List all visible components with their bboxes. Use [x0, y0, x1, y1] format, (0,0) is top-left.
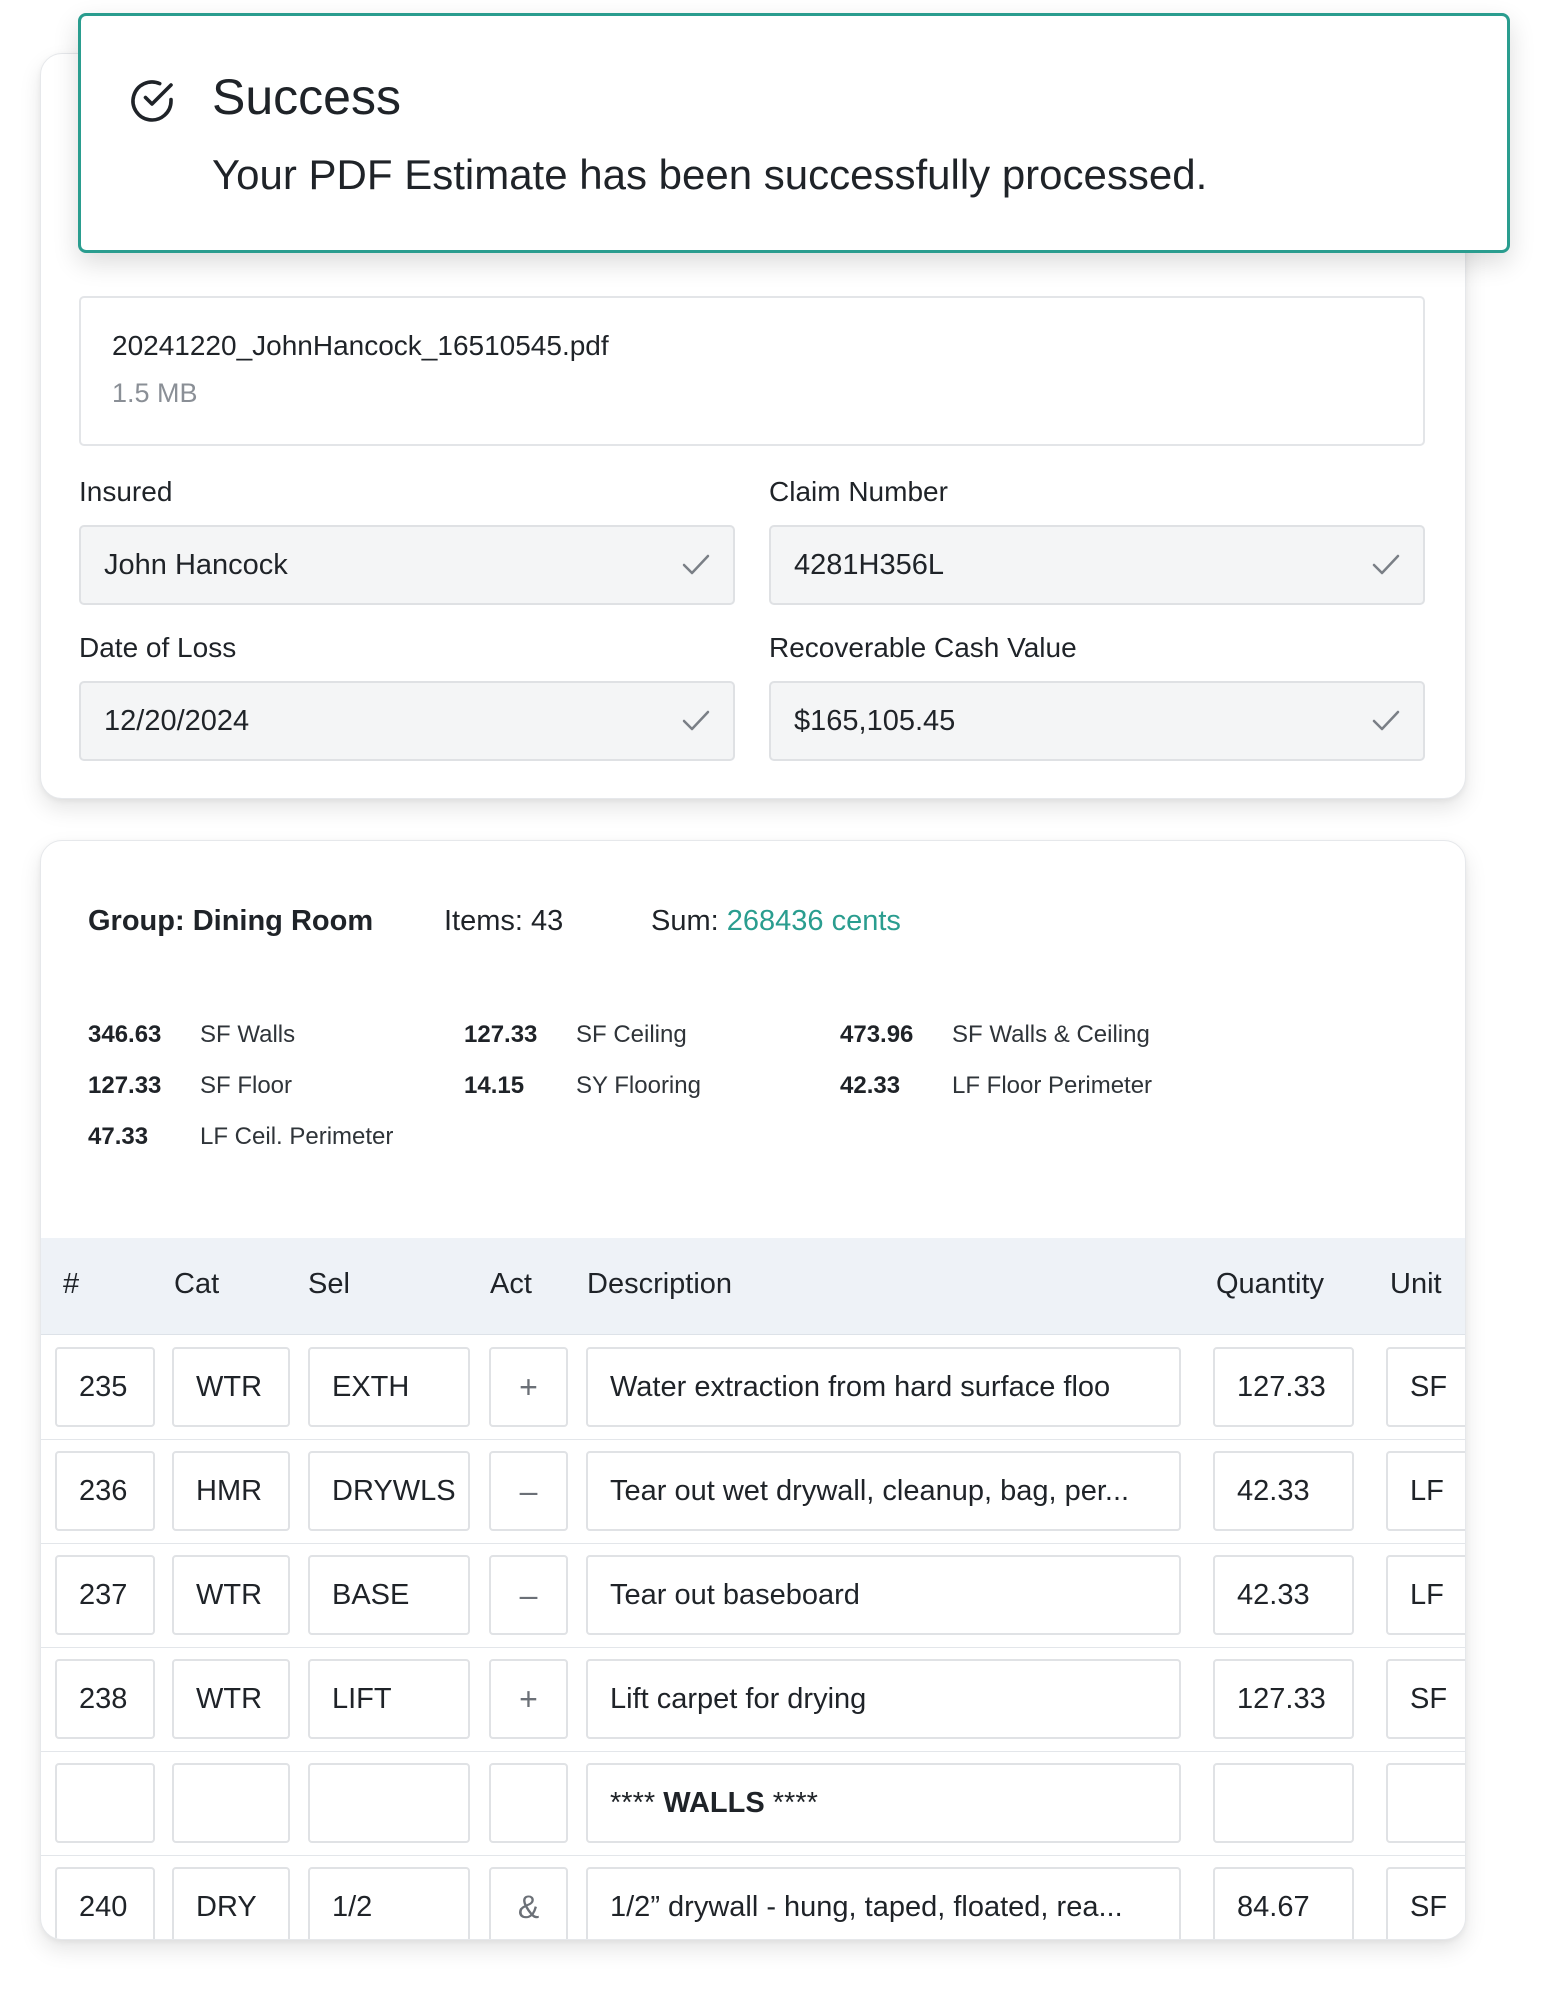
category-value: WTR	[196, 1579, 263, 1611]
action-select[interactable]	[489, 1451, 568, 1531]
success-toast	[78, 13, 1510, 253]
line-number-input[interactable]	[55, 1555, 155, 1635]
column-header-quantity[interactable]: Quantity	[1216, 1268, 1324, 1300]
file-name: 20241220_JohnHancock_16510545.pdf	[112, 330, 609, 361]
quantity-input[interactable]	[1213, 1347, 1354, 1427]
description-input[interactable]	[586, 1867, 1181, 1940]
quantity-input[interactable]	[1213, 1867, 1354, 1940]
metric-value: 47.33	[88, 1123, 149, 1150]
line-number-input[interactable]	[55, 1347, 155, 1427]
file-box[interactable]	[79, 296, 1425, 446]
category-input[interactable]	[172, 1347, 290, 1427]
column-header-act[interactable]: Act	[490, 1268, 532, 1300]
table-row-section-header	[41, 1751, 1465, 1856]
action-select[interactable]	[489, 1763, 568, 1843]
table-row	[41, 1647, 1465, 1752]
description-input[interactable]	[586, 1763, 1181, 1843]
selector-input[interactable]	[308, 1867, 470, 1940]
metric-value: 346.63	[88, 1021, 162, 1048]
insured-field[interactable]	[79, 525, 735, 605]
description-input[interactable]	[586, 1451, 1181, 1531]
column-header-cat[interactable]: Cat	[174, 1268, 220, 1300]
description-value: Water extraction from hard surface floo	[610, 1371, 1111, 1403]
quantity-input[interactable]	[1213, 1659, 1354, 1739]
table-row	[41, 1855, 1465, 1940]
section-marker: ****	[764, 1787, 818, 1819]
date-of-loss-field[interactable]	[79, 681, 735, 761]
selector-value: 1/2	[332, 1891, 373, 1923]
line-number: 238	[79, 1683, 128, 1715]
rcv-label: Recoverable Cash Value	[769, 632, 1077, 663]
rcv-value: $165,105.45	[794, 705, 956, 737]
selector-value: LIFT	[332, 1683, 392, 1715]
selector-value: DRYWLS	[332, 1475, 456, 1507]
unit-input[interactable]	[1386, 1659, 1466, 1739]
selector-input[interactable]	[308, 1659, 470, 1739]
unit-input[interactable]	[1386, 1347, 1466, 1427]
metric-label: SF Walls & Ceiling	[952, 1021, 1150, 1048]
table-row	[41, 1439, 1465, 1544]
description-input[interactable]	[586, 1659, 1181, 1739]
check-icon	[1371, 552, 1401, 578]
group-sum	[651, 905, 901, 938]
selector-input[interactable]	[308, 1763, 470, 1843]
sum-label: Sum:	[651, 905, 719, 937]
selector-value: BASE	[332, 1579, 410, 1611]
unit-input[interactable]	[1386, 1555, 1466, 1635]
claim-number-label: Claim Number	[769, 476, 948, 507]
unit-input[interactable]	[1386, 1867, 1466, 1940]
insured-value: John Hancock	[104, 549, 288, 581]
file-size: 1.5 MB	[112, 378, 198, 408]
group-title: Group: Dining Room	[88, 905, 374, 937]
check-icon	[681, 552, 711, 578]
category-value: HMR	[196, 1475, 263, 1507]
unit-value: SF	[1410, 1891, 1448, 1923]
unit-value: SF	[1410, 1371, 1448, 1403]
quantity-value: 42.33	[1237, 1579, 1310, 1611]
column-header-unit[interactable]: Unit	[1390, 1268, 1442, 1300]
category-input[interactable]	[172, 1659, 290, 1739]
quantity-value: 127.33	[1237, 1683, 1326, 1715]
claim-number-value: 4281H356L	[794, 549, 944, 581]
description-value: Lift carpet for drying	[610, 1683, 867, 1715]
claim-number-field[interactable]	[769, 525, 1425, 605]
description-value: Tear out wet drywall, cleanup, bag, per...	[610, 1475, 1130, 1507]
line-number-input[interactable]	[55, 1867, 155, 1940]
date-of-loss-label: Date of Loss	[79, 632, 237, 663]
category-value: WTR	[196, 1683, 263, 1715]
metric-label: SF Ceiling	[576, 1021, 687, 1048]
metric-label: LF Floor Perimeter	[952, 1072, 1153, 1099]
quantity-input[interactable]	[1213, 1451, 1354, 1531]
quantity-input[interactable]	[1213, 1555, 1354, 1635]
action-symbol: &	[517, 1889, 540, 1925]
action-select[interactable]	[489, 1555, 568, 1635]
description-input[interactable]	[586, 1347, 1181, 1427]
unit-value: LF	[1410, 1475, 1444, 1507]
line-number-input[interactable]	[55, 1659, 155, 1739]
quantity-value: 127.33	[1237, 1371, 1326, 1403]
selector-input[interactable]	[308, 1555, 470, 1635]
line-number: 235	[79, 1371, 128, 1403]
action-symbol: –	[519, 1473, 538, 1509]
metric-value: 14.15	[464, 1072, 525, 1099]
table-header	[41, 1238, 1465, 1335]
toast-message: Your PDF Estimate has been successfully processed.	[212, 151, 1208, 198]
date-of-loss-value: 12/20/2024	[104, 705, 250, 737]
action-select[interactable]	[489, 1347, 568, 1427]
description-value: Tear out baseboard	[610, 1579, 860, 1611]
check-circle-icon	[127, 76, 177, 126]
toast-title: Success	[212, 69, 401, 125]
line-number-input[interactable]	[55, 1451, 155, 1531]
table-row	[41, 1543, 1465, 1648]
selector-value: EXTH	[332, 1371, 410, 1403]
estimate-card	[40, 840, 1466, 1940]
section-title: WALLS	[663, 1787, 765, 1819]
category-value: DRY	[196, 1891, 257, 1923]
category-value: WTR	[196, 1371, 263, 1403]
table-row	[41, 1335, 1465, 1440]
insured-label: Insured	[79, 476, 173, 507]
category-input[interactable]	[172, 1867, 290, 1940]
quantity-value: 84.67	[1237, 1891, 1310, 1923]
category-input[interactable]	[172, 1555, 290, 1635]
section-marker: ****	[610, 1787, 664, 1819]
action-select[interactable]	[489, 1659, 568, 1739]
selector-input[interactable]	[308, 1451, 470, 1531]
column-header-number[interactable]: #	[63, 1268, 80, 1300]
metric-label: SF Walls	[200, 1021, 296, 1048]
check-icon	[681, 708, 711, 734]
description-input[interactable]	[586, 1555, 1181, 1635]
group-items-count: Items: 43	[444, 905, 564, 937]
action-symbol: –	[519, 1577, 538, 1613]
sum-value: 268436 cents	[726, 905, 901, 937]
action-select[interactable]	[489, 1867, 568, 1940]
quantity-value: 42.33	[1237, 1475, 1310, 1507]
category-input[interactable]	[172, 1763, 290, 1843]
column-header-sel[interactable]: Sel	[308, 1268, 350, 1300]
rcv-field[interactable]	[769, 681, 1425, 761]
unit-input[interactable]	[1386, 1451, 1466, 1531]
action-symbol: +	[519, 1681, 538, 1717]
column-header-description[interactable]: Description	[587, 1268, 733, 1300]
category-input[interactable]	[172, 1451, 290, 1531]
action-symbol: +	[519, 1369, 538, 1405]
description-value	[610, 1787, 818, 1820]
selector-input[interactable]	[308, 1347, 470, 1427]
description-value: 1/2” drywall - hung, taped, floated, rea...	[610, 1891, 1123, 1923]
metric-label: LF Ceil. Perimeter	[200, 1123, 394, 1150]
metric-value: 127.33	[88, 1072, 162, 1099]
metric-value: 473.96	[840, 1021, 914, 1048]
unit-value: SF	[1410, 1683, 1448, 1715]
unit-input[interactable]	[1386, 1763, 1466, 1843]
line-number: 240	[79, 1891, 128, 1923]
metric-label: SF Floor	[200, 1072, 293, 1099]
line-number-input[interactable]	[55, 1763, 155, 1843]
unit-value: LF	[1410, 1579, 1444, 1611]
quantity-input[interactable]	[1213, 1763, 1354, 1843]
metric-label: SY Flooring	[576, 1072, 701, 1099]
metric-value: 127.33	[464, 1021, 538, 1048]
line-number: 237	[79, 1579, 128, 1611]
check-icon	[1371, 708, 1401, 734]
metric-value: 42.33	[840, 1072, 901, 1099]
line-number: 236	[79, 1475, 128, 1507]
